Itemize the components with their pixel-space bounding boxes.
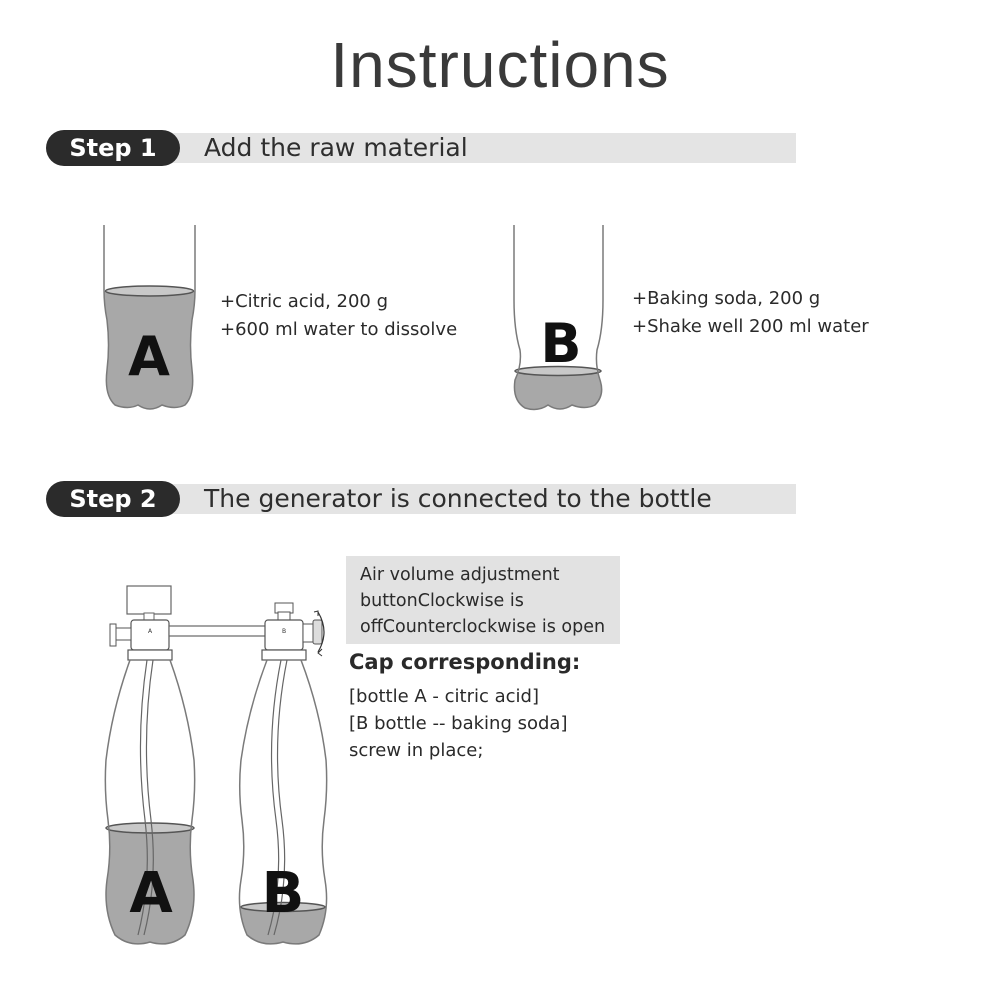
callout-line-1: Air volume adjustment xyxy=(360,565,560,585)
step-2-badge: Step 2 xyxy=(46,481,180,517)
bottle-a-line-2: +600 ml water to dissolve xyxy=(220,319,458,340)
cap-a xyxy=(128,650,172,660)
valve-a-body xyxy=(131,620,169,650)
bottle-b2-letter: B xyxy=(261,861,305,926)
air-adjustment-knob xyxy=(313,620,322,644)
step-1-badge: Step 1 xyxy=(46,130,180,166)
connector-tube xyxy=(169,626,266,636)
bottle-b-line-2: +Shake well 200 ml water xyxy=(632,316,869,337)
step-2-label: The generator is connected to the bottle xyxy=(204,484,712,513)
valve-b-body xyxy=(265,620,303,650)
bottle-a2-letter: A xyxy=(129,861,173,926)
page-title: Instructions xyxy=(330,29,670,101)
cap-b xyxy=(262,650,306,660)
cap-line-1: [bottle A - citric acid] xyxy=(349,686,539,707)
cap-line-3: screw in place; xyxy=(349,740,484,761)
cap-corresponding-title: Cap corresponding: xyxy=(349,650,581,674)
bottle-b-line-1: +Baking soda, 200 g xyxy=(632,288,821,309)
callout-line-2: buttonClockwise is xyxy=(360,591,524,611)
valve-a-knob xyxy=(110,624,116,646)
bottle-b-step2 xyxy=(235,660,335,956)
step-1-label: Add the raw material xyxy=(204,133,468,162)
valve-b-label: B xyxy=(281,628,287,635)
bottle-a-line-1: +Citric acid, 200 g xyxy=(220,291,389,312)
bottle-a-letter: A xyxy=(128,325,170,388)
bottle-b-step1 xyxy=(505,225,615,431)
valve-a-label: A xyxy=(147,628,153,635)
bottle-b-letter: B xyxy=(540,312,582,375)
cap-line-2: [B bottle -- baking soda] xyxy=(349,713,568,734)
bottle-a-step2 xyxy=(100,660,200,956)
bottle-a-step1 xyxy=(95,225,205,421)
generator-assembly xyxy=(110,586,324,660)
callout-line-3: offCounterclockwise is open xyxy=(360,617,606,637)
pressure-gauge xyxy=(127,586,171,614)
